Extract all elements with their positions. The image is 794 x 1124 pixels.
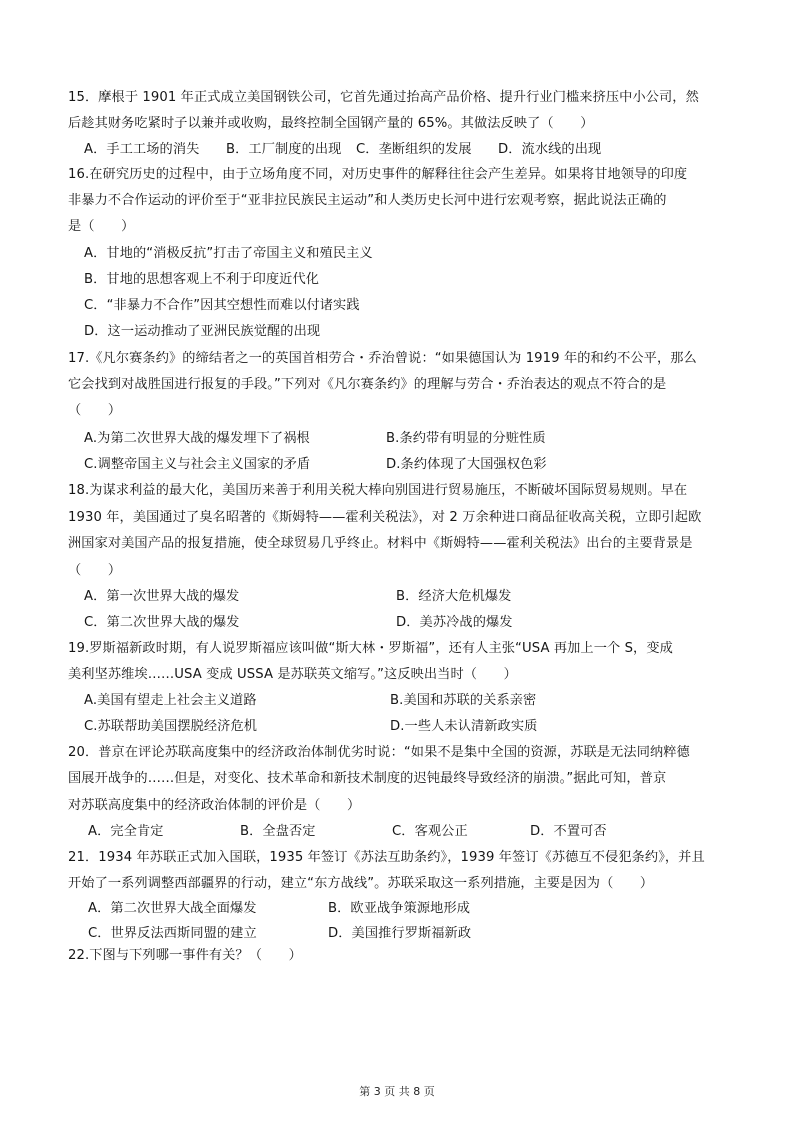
q21-option-b: B．欧亚战争策源地形成 — [328, 901, 471, 916]
q19-option-a: A.美国有望走上社会主义道路 — [84, 693, 257, 708]
page-number: 第 3 页 共 8 页 — [359, 1085, 435, 1098]
q19-option-d: D.一些人未认清新政实质 — [390, 719, 538, 734]
q18-option-d: D．美苏冷战的爆发 — [396, 615, 513, 630]
q16-option-b: B．甘地的思想客观上不利于印度近代化 — [84, 272, 320, 287]
q20-stem-line-1: 20．普京在评论苏联高度集中的经济政治体制优劣时说：“如果不是集中全国的资源，苏联是无法同纳粹德 — [68, 745, 690, 760]
q19-stem-line-1: 19.罗斯福新政时期，有人说罗斯福应该叫做“斯大林・罗斯福”，还有人主张“USA 再加上一个 S，变成 — [68, 641, 673, 656]
q16-option-d: D．这一运动推动了亚洲民族觉醒的出现 — [84, 324, 321, 339]
q17-option-b: B.条约带有明显的分赃性质 — [386, 431, 546, 446]
q17-option-a: A.为第二次世界大战的爆发埋下了祸根 — [84, 431, 310, 446]
q15-option-b: B．工厂制度的出现 — [226, 142, 342, 157]
q21-stem-line-1: 21．1934 年苏联正式加入国联，1935 年签订《苏法互助条约》，1939 年签订《苏德互不侵犯条约》，并且 — [68, 850, 705, 865]
q20-option-d: D．不置可否 — [530, 824, 607, 839]
q18-option-c: C．第二次世界大战的爆发 — [84, 615, 240, 630]
q21-stem-line-2: 开始了一系列调整西部疆界的行动，建立“东方战线”。苏联采取这一系列措施，主要是因为（ ） — [68, 876, 654, 891]
q16-option-c: C．“非暴力不合作”因其空想性而难以付诸实践 — [84, 298, 360, 313]
q18-stem-line-4: （ ） — [68, 563, 122, 578]
q17-option-c: C.调整帝国主义与社会主义国家的矛盾 — [84, 457, 311, 472]
q17-stem-line-3: （ ） — [68, 403, 122, 418]
q21-option-c: C．世界反法西斯同盟的建立 — [88, 926, 257, 941]
q18-option-a: A．第一次世界大战的爆发 — [84, 589, 240, 604]
q15-option-a: A．手工工场的消失 — [84, 142, 200, 157]
q20-option-c: C．客观公正 — [392, 824, 468, 839]
q15-option-d: D．流水线的出现 — [498, 142, 602, 157]
q18-stem-line-1: 18.为谋求利益的最大化，美国历来善于利用关税大棒向别国进行贸易施压，不断破坏国际贸易规则。早在 — [68, 483, 688, 498]
q16-option-a: A．甘地的“消极反抗”打击了帝国主义和殖民主义 — [84, 246, 373, 261]
q15-stem-line-2: 后趁其财务吃紧时子以兼并或收购，最终控制全国钢产量的 65%。其做法反映了（ ） — [68, 116, 594, 131]
q17-stem-line-1: 17.《凡尔赛条约》的缔结者之一的英国首相劳合・乔治曾说：“如果德国认为 1919 年的和约不公平，那么 — [68, 351, 697, 366]
q16-stem-line-3: 是（ ） — [68, 219, 135, 234]
q17-stem-line-2: 它会找到对战胜国进行报复的手段。”下列对《凡尔赛条约》的理解与劳合・乔治表达的观点不符合的是 — [68, 377, 667, 392]
q16-stem-line-1: 16.在研究历史的过程中，由于立场角度不同，对历史事件的解释往往会产生差异。如果将甘地领导的印度 — [68, 167, 688, 182]
q19-stem-line-2: 美利坚苏维埃……USA 变成 USSA 是苏联英文缩写。”这反映出当时（ ） — [68, 667, 517, 682]
q19-option-b: B.美国和苏联的关系亲密 — [390, 693, 537, 708]
q18-option-b: B．经济大危机爆发 — [396, 589, 512, 604]
q18-stem-line-2: 1930 年，美国通过了臭名昭著的《斯姆特——霍利关税法》，对 2 万余种进口商品征收高关税，立即引起欧 — [68, 510, 702, 525]
q20-option-b: B．全盘否定 — [240, 824, 316, 839]
q15-stem-line-1: 15．摩根于 1901 年正式成立美国钢铁公司，它首先通过抬高产品价格、提升行业门槛来挤压中小公司，然 — [68, 90, 699, 105]
q20-option-a: A．完全肯定 — [88, 824, 164, 839]
q20-stem-line-2: 国展开战争的……但是，对变化、技术革命和新技术制度的迟钝最终导致经济的崩溃。”据此可知，普京 — [68, 771, 667, 786]
q17-option-d: D.条约体现了大国强权色彩 — [386, 457, 547, 472]
q21-option-d: D．美国推行罗斯福新政 — [328, 926, 472, 941]
q19-option-c: C.苏联帮助美国摆脱经济危机 — [84, 719, 258, 734]
q22-stem-line-1: 22.下图与下列哪一事件有关？（ ） — [68, 948, 302, 963]
q18-stem-line-3: 洲国家对美国产品的报复措施，使全球贸易几乎终止。材料中《斯姆特——霍利关税法》出台的主要背景是 — [68, 536, 693, 551]
q21-option-a: A．第二次世界大战全面爆发 — [88, 901, 257, 916]
q15-option-c: C．垄断组织的发展 — [356, 142, 472, 157]
q20-stem-line-3: 对苏联高度集中的经济政治体制的评价是（ ） — [68, 798, 361, 813]
q16-stem-line-2: 非暴力不合作运动的评价至于“亚非拉民族民主运动”和人类历史长河中进行宏观考察，据此说法正确的 — [68, 193, 667, 208]
